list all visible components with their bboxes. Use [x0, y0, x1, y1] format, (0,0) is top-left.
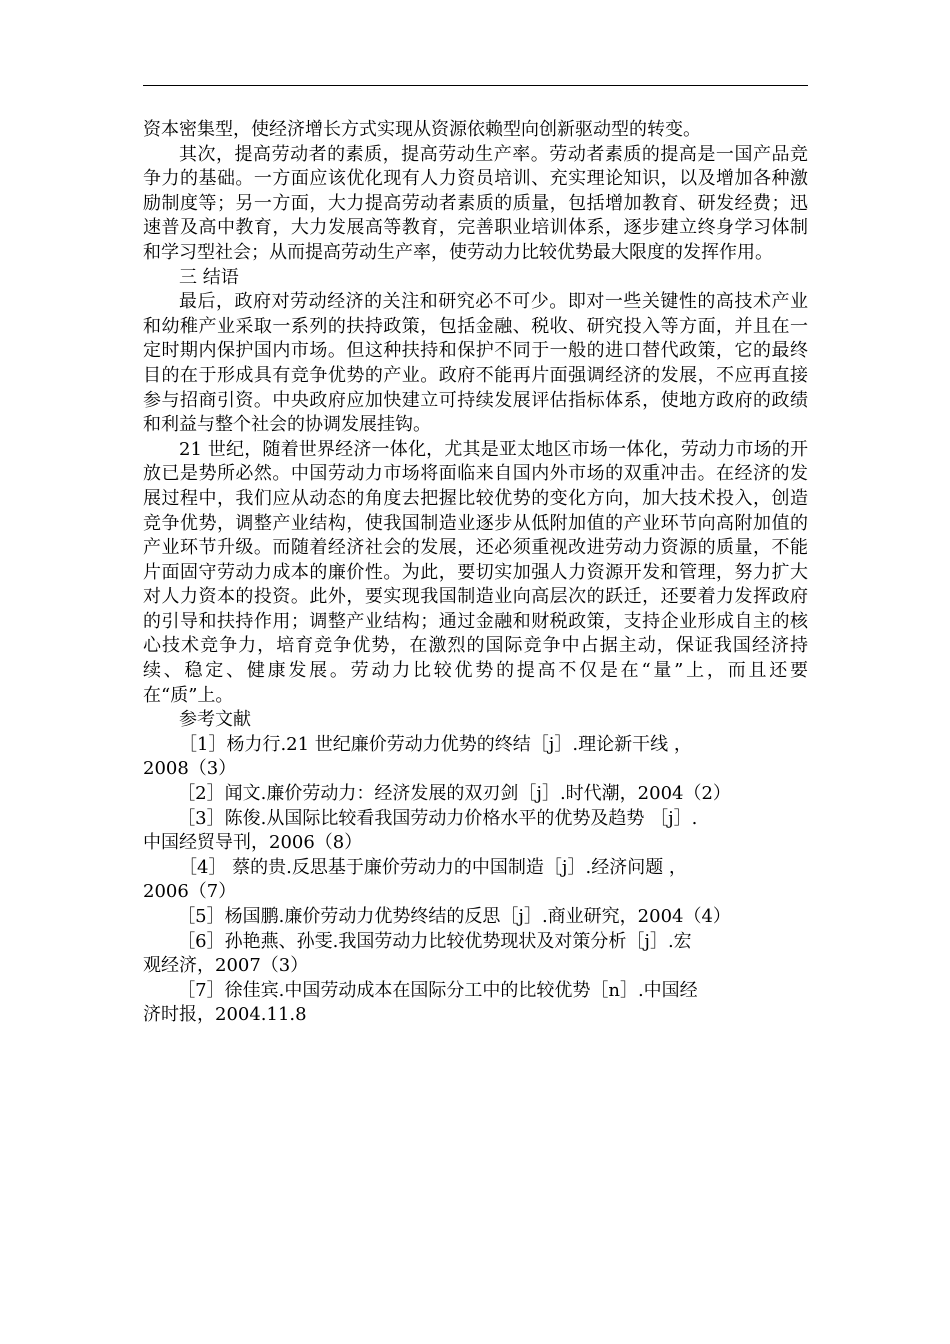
- reference-6-line-2: 观经济，2007（3）: [143, 955, 309, 977]
- paragraph-continuation: 资本密集型，使经济增长方式实现从资源依赖型向创新驱动型的转变。: [143, 119, 701, 140]
- reference-2: ［2］闻文.廉价劳动力：经济发展的双刃剑［j］.时代潮，2004（2）: [177, 783, 731, 805]
- section-heading-conclusion: 三 结语: [179, 266, 239, 288]
- reference-1-line-2: 2008（3）: [143, 758, 237, 780]
- reference-4-line-2: 2006（7）: [143, 881, 237, 903]
- references-heading: 参考文献: [179, 709, 251, 731]
- paragraph-worker-quality: 其次，提高劳动者的素质，提高劳动生产率。劳动者素质的提高是一国产品竞争力的基础。一方面应该优化现有人力资员培训、充实理论知识，以及增加各种激励制度等；另一方面，大力提高劳动者素质的质量，包括增加教育、研发经费；迅速普及高中教育，大力发展高等教育，完善职业培训体系，逐步建立终身学习体制和学习型社会；从而提高劳动生产率，使劳动力比较优势最大限度的发挥作用。: [143, 143, 808, 263]
- reference-3-line-2: 中国经贸导刊，2006（8）: [143, 832, 363, 854]
- document-body: [143, 118, 808, 1028]
- reference-3-line-1: ［3］陈俊.从国际比较看我国劳动力价格水平的优势及趋势 ［j］.: [177, 807, 698, 829]
- paragraph-21st-century: 21 世纪，随着世界经济一体化，尤其是亚太地区市场一体化，劳动力市场的开放已是势所必然。中国劳动力市场将面临来自国内外市场的双重冲击。在经济的发展过程中，我们应从动态的角度去把握比较优势的变化方向，加大技术投入，创造竞争优势，调整产业结构，使我国制造业逐步从低附加值的产业环节向高附加值的产业环节升级。而随着经济社会的发展，还必须重视改进劳动力资源的质量，不能片面固守劳动力成本的廉价性。为此，要切实加强人力资源开发和管理，努力扩大对人力资本的投资。此外，要实现我国制造业向高层次的跃迁，还要着力发挥政府的引导和扶持作用；调整产业结构；通过金融和财税政策，支持企业形成自主的核心技术竞争力，培育竞争优势，在激烈的国际竞争中占据主动，保证我国经济持续、稳定、健康发展。劳动力比较优势的提高不仅是在“量”上，而且还要在“质”上。: [143, 438, 808, 706]
- reference-4-line-1: ［4］ 蔡的贵.反思基于廉价劳动力的中国制造［j］.经济问题 ，: [179, 856, 687, 878]
- reference-6-line-1: ［6］孙艳燕、孙雯.我国劳动力比较优势现状及对策分析［j］.宏: [177, 930, 692, 952]
- reference-5: ［5］杨国鹏.廉价劳动力优势终结的反思［j］.商业研究，2004（4）: [177, 906, 731, 927]
- reference-7-line-2: 济时报，2004.11.8: [143, 1004, 307, 1026]
- reference-1-line-1: ［1］杨力行.21 世纪廉价劳动力优势的终结［j］.理论新干线 ，: [179, 733, 692, 755]
- reference-7-line-1: ［7］徐佳宾.中国劳动成本在国际分工中的比较优势［n］.中国经: [177, 979, 698, 1001]
- paragraph-government-role: 最后，政府对劳动经济的关注和研究必不可少。即对一些关键性的高技术产业和幼稚产业采取一系列的扶持政策，包括金融、税收、研究投入等方面，并且在一定时期内保护国内市场。但这种扶持和保护不同于一般的进口替代政策，它的最终目的在于形成具有竞争优势的产业。政府不能再片面强调经济的发展，不应再直接参与招商引资。中央政府应加快建立可持续发展评估指标体系，使地方政府的政绩和利益与整个社会的协调发展挂钩。: [143, 291, 808, 436]
- header-rule: [143, 85, 808, 86]
